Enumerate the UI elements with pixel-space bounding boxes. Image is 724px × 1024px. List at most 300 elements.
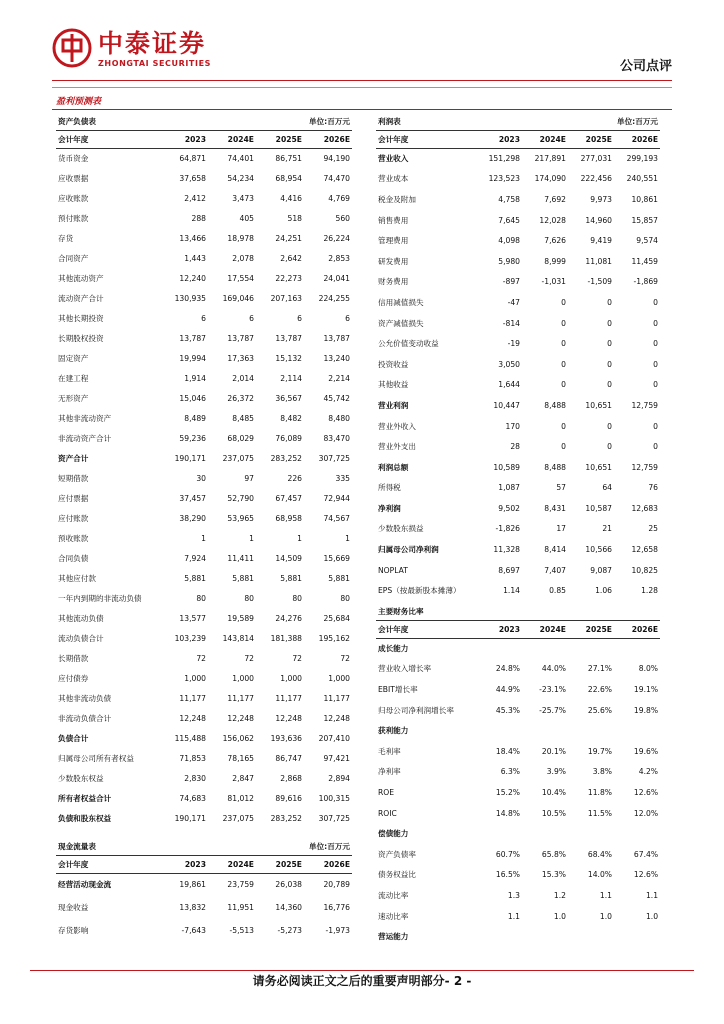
table-row (56, 808, 352, 828)
financial-ratios-table (376, 604, 660, 947)
cell-value: 1 (345, 533, 351, 543)
cell-value: -5,273 (277, 926, 302, 935)
cell-value: 0 (607, 380, 612, 390)
row-label: EPS（按最新股本摊薄） (378, 586, 461, 596)
row-label: 营业外收入 (378, 421, 416, 431)
cell-value: -1,031 (541, 277, 566, 287)
cell-value (614, 638, 660, 659)
row-label: 资产减值损失 (378, 318, 424, 328)
cell-value: 44.0% (541, 664, 566, 674)
cell-value: 1,000 (280, 673, 302, 683)
cell-value: 335 (335, 473, 351, 483)
cell-value: 12,658 (631, 545, 659, 555)
cell-value: 74,401 (227, 153, 254, 163)
table-row (376, 251, 660, 272)
cell-value: 11,411 (227, 553, 254, 563)
cell-value: 68.4% (587, 849, 612, 859)
table-row (376, 720, 660, 741)
row-label: 在建工程 (58, 373, 89, 383)
table-row (376, 539, 660, 560)
cell-value: 1.0 (645, 911, 659, 921)
column-header: 2023 (476, 620, 522, 638)
row-label: 营业收入 (378, 154, 409, 164)
cell-value: 2,853 (328, 253, 351, 263)
cell-value: 25 (648, 524, 659, 534)
cell-value: 20.1% (541, 746, 566, 756)
cell-value: 9,574 (636, 236, 659, 246)
cell-value: 151,298 (488, 154, 520, 164)
cell-value: 2,114 (280, 373, 302, 383)
cell-value: 8,999 (544, 256, 566, 266)
table-row (56, 728, 352, 748)
row-label: 负债和股东权益 (58, 813, 112, 823)
brand-name: 中泰证券 (98, 29, 207, 58)
cell-value: 190,171 (174, 813, 206, 823)
cell-value: 237,075 (222, 453, 254, 463)
table-row (56, 568, 352, 588)
cell-value: 6 (297, 313, 302, 323)
cell-value: 14.8% (495, 808, 520, 818)
column-header: 2025E (256, 855, 304, 873)
column-header: 会计年度 (376, 130, 476, 148)
cell-value: 3,050 (498, 359, 520, 369)
cell-value: 0 (653, 339, 659, 349)
cell-value: 2,847 (232, 773, 254, 783)
row-label: 预付账款 (58, 213, 89, 223)
cell-value: 19.7% (587, 746, 612, 756)
cell-value: -19 (507, 339, 520, 349)
cell-value: 181,388 (270, 633, 302, 643)
cell-value: 10.4% (541, 787, 566, 797)
column-header: 会计年度 (376, 620, 476, 638)
table-row (376, 741, 660, 762)
cell-value: 7,692 (544, 194, 566, 204)
column-header: 2026E (304, 130, 352, 148)
row-label: 非流动资产合计 (58, 433, 112, 443)
cell-value: 1.3 (507, 890, 520, 900)
cell-value: 4,769 (328, 193, 351, 203)
row-label: 净利率 (378, 767, 401, 777)
cell-value: 11,951 (227, 903, 254, 912)
table-row (376, 659, 660, 680)
disclaimer-text: 请务必阅读正文之后的重要声明部分 (252, 974, 445, 988)
row-label: 归属母公司净利润 (378, 545, 439, 555)
row-label: 管理费用 (378, 236, 409, 246)
cell-value: 288 (191, 213, 206, 223)
cell-value: 2,412 (184, 193, 206, 203)
cell-value: 12,028 (539, 215, 566, 225)
cell-value: 4,416 (280, 193, 302, 203)
row-label: 归母公司净利润增长率 (378, 705, 454, 715)
table-row (56, 268, 352, 288)
row-label: 流动负债合计 (58, 633, 104, 643)
table-row (56, 288, 352, 308)
row-label: 其他长期投资 (58, 313, 104, 323)
cell-value: 18.4% (495, 746, 520, 756)
row-label: 毛利率 (378, 746, 401, 756)
cell-value: 83,470 (323, 433, 351, 443)
cell-value: 1,914 (184, 373, 206, 383)
row-label: 非流动负债合计 (58, 713, 112, 723)
cell-value: 9,087 (590, 565, 612, 575)
cell-value: 5,881 (280, 573, 302, 583)
cell-value: 0 (607, 339, 612, 349)
table-row (56, 873, 352, 896)
cell-value (614, 926, 660, 947)
cell-value: 6 (249, 313, 254, 323)
cell-value: 0 (653, 380, 659, 390)
row-label: 速动比率 (378, 911, 409, 921)
row-label: 其他流动负债 (58, 613, 104, 623)
table-row (376, 762, 660, 783)
cell-value (568, 823, 614, 844)
table-row (56, 588, 352, 608)
row-label: 营业收入增长率 (378, 664, 432, 674)
cell-value: 0 (653, 318, 659, 328)
cell-value: 89,616 (275, 793, 302, 803)
row-label: 合同负债 (58, 553, 89, 563)
cell-value (476, 638, 522, 659)
table-row (376, 313, 660, 334)
balance-sheet-title: 资产负债表 (58, 116, 96, 126)
row-label: 销售费用 (378, 215, 409, 225)
cell-value: 25.6% (587, 705, 612, 715)
section-title: 盈利预测表 (56, 97, 102, 107)
cell-value: 0 (653, 359, 659, 369)
row-label: 少数股东损益 (378, 524, 424, 534)
cell-value: 6 (201, 313, 206, 323)
cell-value: 24.8% (495, 664, 520, 674)
cell-value: 1,000 (184, 673, 206, 683)
column-header: 2026E (614, 130, 660, 148)
cell-value: 11,177 (227, 693, 254, 703)
table-row (56, 608, 352, 628)
cell-value: -7,643 (181, 926, 206, 935)
cell-value: 1.1 (599, 890, 612, 900)
cell-value: 19.8% (633, 705, 659, 715)
column-header: 2025E (256, 130, 304, 148)
cell-value: 10,447 (493, 400, 520, 410)
cell-value: 307,725 (318, 453, 351, 463)
page-footer (0, 972, 724, 989)
row-label: 现金收益 (58, 903, 89, 912)
table-row (376, 189, 660, 210)
cell-value: 28 (510, 442, 520, 452)
cell-value: 72 (340, 653, 351, 663)
cell-value: 11.5% (587, 808, 612, 818)
cell-value: 9,419 (590, 236, 612, 246)
table-row (376, 354, 660, 375)
cell-value: 3.9% (546, 767, 566, 777)
table-row (56, 248, 352, 268)
table-row (56, 708, 352, 728)
cell-value: 0 (653, 421, 659, 431)
row-label: 利润总额 (378, 462, 409, 472)
cell-value: 8,489 (184, 413, 206, 423)
cell-value: 0 (653, 442, 659, 452)
cash-flow-title: 现金流量表 (58, 841, 96, 851)
row-label: 其他非流动资产 (58, 413, 112, 423)
row-label: 预收账款 (58, 533, 89, 543)
cell-value: 299,193 (626, 154, 659, 164)
zhongtai-logo-icon (52, 28, 92, 68)
table-row (376, 638, 660, 659)
cell-value: 80 (196, 593, 206, 603)
cell-value (614, 823, 660, 844)
row-label: 资产合计 (58, 453, 89, 463)
column-header: 2023 (476, 130, 522, 148)
table-row (376, 906, 660, 927)
table-row (376, 395, 660, 416)
cell-value: 12,248 (227, 713, 254, 723)
cell-value: 4,098 (498, 236, 520, 246)
cell-value: 0.85 (549, 586, 566, 596)
cell-value: 283,252 (270, 453, 302, 463)
table-row (56, 148, 352, 168)
row-label: 其他流动资产 (58, 273, 104, 283)
cell-value: 170 (505, 421, 520, 431)
column-header: 2023 (156, 855, 208, 873)
cell-value: 5,881 (232, 573, 254, 583)
cell-value: 65.8% (541, 849, 566, 859)
column-header: 2024E (522, 620, 568, 638)
cell-value: 17,363 (227, 353, 254, 363)
cell-value: 26,372 (227, 393, 254, 403)
cell-value: 10,651 (585, 462, 612, 472)
cell-value: 2,894 (328, 773, 351, 783)
table-row (56, 548, 352, 568)
table-row (376, 679, 660, 700)
row-label: 应付债券 (58, 673, 89, 683)
cell-value: 11,328 (493, 545, 520, 555)
cell-value: 74,567 (323, 513, 351, 523)
cell-value (568, 926, 614, 947)
column-header: 2023 (156, 130, 208, 148)
cell-value: 97 (244, 473, 254, 483)
cell-value (522, 638, 568, 659)
cell-value: 7,924 (184, 553, 206, 563)
footer-divider (30, 970, 694, 971)
row-label: 其他非流动负债 (58, 693, 112, 703)
cell-value: 18,978 (227, 233, 254, 243)
cell-value: 72 (244, 653, 254, 663)
cell-value: 68,954 (275, 173, 302, 183)
cell-value: 11,177 (323, 693, 351, 703)
cell-value: 36,567 (275, 393, 302, 403)
cell-value (522, 823, 568, 844)
cell-value: 86,747 (275, 753, 302, 763)
table-row (56, 408, 352, 428)
cell-value: 0 (607, 297, 612, 307)
cell-value: 11,459 (631, 256, 659, 266)
cell-value: 45.3% (495, 705, 520, 715)
cell-value: 22.6% (587, 684, 612, 694)
cell-value: 12.0% (633, 808, 659, 818)
row-label: 无形资产 (58, 393, 89, 403)
cell-value: 405 (239, 213, 254, 223)
cell-value: 0 (561, 297, 566, 307)
cell-value: 100,315 (318, 793, 351, 803)
cell-value: 2,214 (328, 373, 351, 383)
cell-value: -897 (502, 277, 520, 287)
cell-value: 224,255 (318, 293, 351, 303)
cell-value: 10,825 (631, 565, 659, 575)
table-row (56, 768, 352, 788)
cell-value: 54,234 (227, 173, 254, 183)
cell-value: 19.6% (633, 746, 659, 756)
cell-value: 0 (607, 318, 612, 328)
cell-value: 74,470 (323, 173, 351, 183)
cell-value: 240,551 (626, 174, 659, 184)
cell-value: 3,473 (232, 193, 254, 203)
table-row (56, 428, 352, 448)
row-label: 一年内到期的非流动负债 (58, 593, 142, 603)
row-label: 投资收益 (378, 359, 409, 369)
cell-value: 169,046 (222, 293, 254, 303)
cell-value: 16.5% (495, 870, 520, 880)
cell-value: 52,790 (227, 493, 254, 503)
cell-value: 12,240 (179, 273, 206, 283)
cell-value: 80 (340, 593, 351, 603)
cell-value: 1.1 (507, 911, 520, 921)
cell-value: 0 (607, 421, 612, 431)
cell-value: 1.0 (599, 911, 612, 921)
table-row (56, 348, 352, 368)
row-label: 长期股权投资 (58, 333, 104, 343)
cell-value: 11,177 (275, 693, 302, 703)
cell-value: 71,853 (179, 753, 206, 763)
cell-value: 12,683 (631, 503, 659, 513)
cell-value: 13,577 (179, 613, 206, 623)
cell-value: 0 (561, 380, 566, 390)
cell-value: 12,759 (631, 400, 659, 410)
row-label: 存货 (58, 233, 74, 243)
row-label: 存货影响 (58, 926, 89, 935)
row-label: 长期借款 (58, 653, 89, 663)
cell-value: 19.1% (633, 684, 659, 694)
cell-value: 277,031 (580, 154, 612, 164)
row-label: 营业利润 (378, 400, 409, 410)
table-row (376, 865, 660, 886)
row-label: 少数股东权益 (58, 773, 104, 783)
table-row (376, 457, 660, 478)
table-row (376, 230, 660, 251)
cell-value: 27.1% (587, 664, 612, 674)
cell-value: 0 (561, 359, 566, 369)
cell-value: 67,457 (275, 493, 302, 503)
cell-value: 64 (602, 483, 612, 493)
row-label: ROE (378, 787, 395, 797)
cell-value: 15.3% (541, 870, 566, 880)
cell-value: 10.5% (541, 808, 566, 818)
cell-value (568, 720, 614, 741)
cell-value: -1,869 (633, 277, 659, 287)
cell-value: 103,239 (174, 633, 206, 643)
table-row (56, 688, 352, 708)
cell-value: 8.0% (638, 664, 659, 674)
cell-value: 0 (607, 359, 612, 369)
cell-value: 7,626 (544, 236, 566, 246)
cell-value: 130,935 (174, 293, 206, 303)
row-label: ROIC (378, 808, 397, 818)
cell-value (476, 926, 522, 947)
cell-value: 15.2% (495, 787, 520, 797)
cell-value: 68,958 (275, 513, 302, 523)
cell-value: 207,410 (318, 733, 351, 743)
cell-value: 13,787 (227, 333, 254, 343)
cell-value: 45,742 (323, 393, 351, 403)
row-label: 所有者权益合计 (58, 793, 112, 803)
cell-value: 60.7% (495, 849, 520, 859)
cell-value: 30 (196, 473, 206, 483)
cell-value: -47 (507, 297, 520, 307)
table-row (56, 748, 352, 768)
table-row (376, 292, 660, 313)
cell-value: 190,171 (174, 453, 206, 463)
cell-value: 8,488 (544, 400, 566, 410)
cell-value: 9,502 (498, 503, 520, 513)
table-row (376, 148, 660, 169)
row-label: 营业外支出 (378, 442, 416, 452)
cell-value: 222,456 (580, 174, 612, 184)
cell-value: 14,960 (585, 215, 612, 225)
cell-value: 1.28 (641, 586, 659, 596)
cell-value: 1,000 (328, 673, 351, 683)
cell-value: 6.3% (500, 767, 520, 777)
page-header (0, 0, 724, 86)
cell-value: 19,994 (179, 353, 206, 363)
cell-value: 17 (556, 524, 566, 534)
cell-value: 0 (653, 297, 659, 307)
page-number: - 2 - (444, 974, 472, 988)
cell-value: 1.14 (503, 586, 520, 596)
cell-value: 64,871 (179, 153, 206, 163)
cell-value: 15,669 (323, 553, 351, 563)
row-label: EBIT增长率 (378, 684, 418, 694)
column-header: 2024E (522, 130, 568, 148)
row-label: 货币资金 (58, 153, 89, 163)
cell-value: 14,509 (275, 553, 302, 563)
table-row (376, 333, 660, 354)
row-label: 财务费用 (378, 277, 409, 287)
cell-value: 8,482 (280, 413, 302, 423)
column-header: 2025E (568, 130, 614, 148)
cell-value: 11.8% (587, 787, 612, 797)
table-row (376, 823, 660, 844)
table-row (376, 169, 660, 190)
row-label: 获利能力 (378, 726, 409, 736)
cell-value: 14,360 (275, 903, 302, 912)
cell-value: 15,857 (631, 215, 659, 225)
row-label: 应付票据 (58, 493, 89, 503)
cell-value (476, 720, 522, 741)
cash-flow-unit: 单位:百万元 (309, 841, 351, 851)
table-row (376, 700, 660, 721)
table-row (376, 560, 660, 581)
cell-value: 13,787 (275, 333, 302, 343)
document-type: 公司点评 (619, 59, 672, 74)
cash-flow-table (56, 838, 352, 942)
cell-value: 2,642 (280, 253, 302, 263)
cell-value: 15,132 (275, 353, 302, 363)
column-header: 2026E (614, 620, 660, 638)
table-row (56, 448, 352, 468)
cell-value: 2,078 (232, 253, 254, 263)
row-label: 营业成本 (378, 174, 409, 184)
row-label: 税金及附加 (378, 194, 416, 204)
cell-value: 1 (201, 533, 206, 543)
cell-value: 1.06 (595, 586, 612, 596)
